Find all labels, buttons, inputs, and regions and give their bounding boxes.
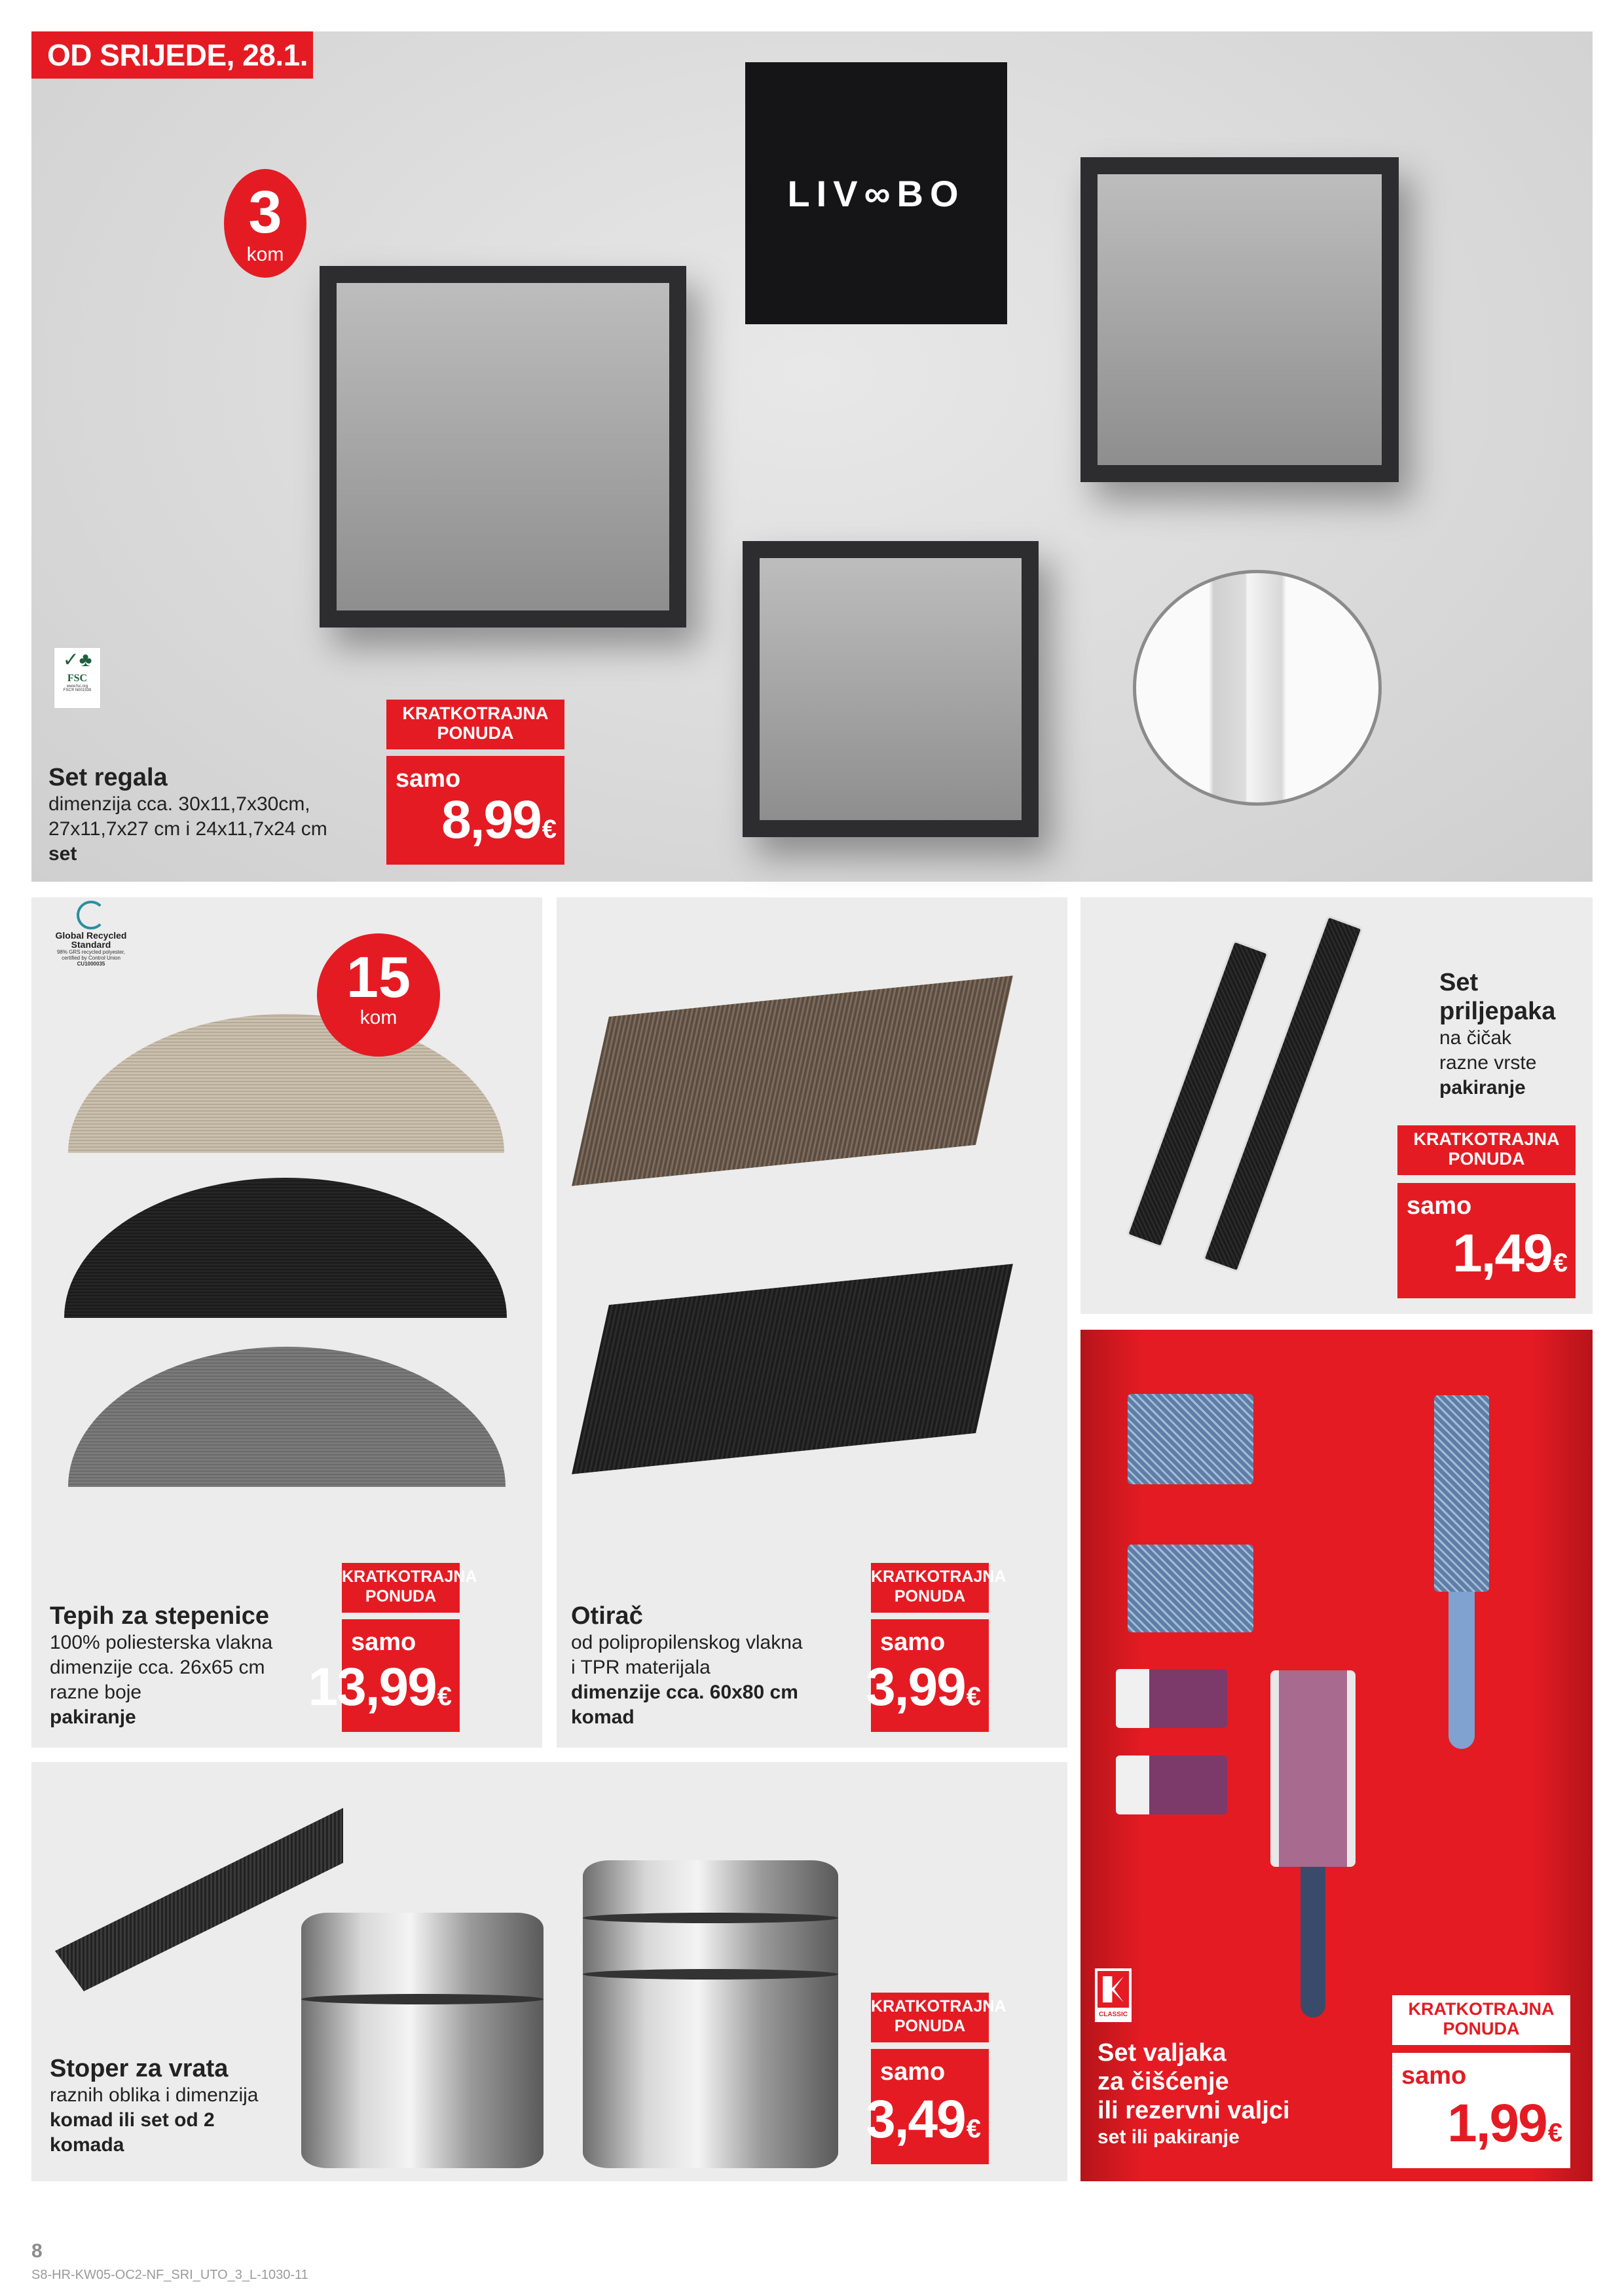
rubber-ring bbox=[583, 1913, 838, 1923]
livarno-logo: LIV∞BO bbox=[745, 62, 1007, 324]
product-info-otirac: Otirač od polipropilenskog vlakna i TPR materijala dimenzije cca. 60x80 cm komad bbox=[571, 1602, 872, 1730]
count-number: 3 bbox=[248, 179, 282, 246]
count-badge-15-kom bbox=[317, 933, 440, 1057]
count-unit: kom bbox=[360, 1007, 397, 1028]
door-wedge bbox=[55, 1808, 343, 1991]
product-title: Stoper za vrata bbox=[50, 2055, 229, 2082]
brush-handle bbox=[1301, 1867, 1325, 2018]
price-box: samo 3,49€ bbox=[871, 2049, 989, 2164]
kratkotrajna-ponuda-tag: KRATKOTRAJNA PONUDA bbox=[1392, 1995, 1570, 2045]
product-unit: pakiranje bbox=[1439, 1077, 1526, 1098]
price-value: 13,99€ bbox=[308, 1657, 451, 1717]
price-box: samo 3,99€ bbox=[871, 1619, 989, 1732]
price-box: samo 8,99€ bbox=[386, 756, 564, 865]
product-unit: pakiranje bbox=[50, 1706, 136, 1728]
price-box: samo 1,99€ bbox=[1392, 2053, 1570, 2168]
product-title: Set valjaka bbox=[1098, 2039, 1227, 2067]
product-info-priljepaka: Set priljepaka na čičak razne vrste pakiranje bbox=[1439, 968, 1583, 1100]
kratkotrajna-ponuda-tag: KRATKOTRAJNA PONUDA bbox=[342, 1563, 460, 1613]
product-title: Tepih za stepenice bbox=[50, 1602, 270, 1630]
count-unit: kom bbox=[246, 244, 284, 265]
product-desc-line: 27x11,7x27 cm i 24x11,7x24 cm bbox=[48, 818, 327, 840]
k-classic-logo: CLASSIC bbox=[1095, 1968, 1132, 2022]
doormat-black bbox=[572, 1264, 1013, 1474]
product-title: za čišćenje bbox=[1098, 2068, 1229, 2095]
product-info-tepih: Tepih za stepenice 100% poliesterska vlakna dimenzije cca. 26x65 cm razne boje pakiranje bbox=[50, 1602, 338, 1730]
product-unit: komad bbox=[571, 1706, 635, 1728]
doormat-brown bbox=[572, 975, 1013, 1186]
kratkotrajna-ponuda-tag: KRATKOTRAJNA PONUDA bbox=[871, 1993, 989, 2042]
product-unit: set ili pakiranje bbox=[1098, 2126, 1240, 2148]
door-stopper-tall bbox=[583, 1860, 838, 2168]
product-unit: set bbox=[48, 843, 77, 865]
product-info-set-regala bbox=[48, 763, 389, 867]
kratkotrajna-ponuda-tag: KRATKOTRAJNA PONUDA bbox=[871, 1563, 989, 1613]
refill-pack bbox=[1116, 1755, 1227, 1814]
fsc-certification-logo: ✓♣ FSC www.fsc.org FSC® N001539 bbox=[54, 647, 101, 709]
detail-zoom-circle bbox=[1133, 570, 1382, 806]
page-number: 8 bbox=[31, 2240, 43, 2262]
global-recycled-standard-logo: Global Recycled Standard 98% GRS recycled polyester, certified by Control Union CU1000035 bbox=[42, 901, 140, 966]
kratkotrajna-ponuda-tag: KRATKOTRAJNA PONUDA bbox=[386, 700, 564, 749]
price-box: samo 13,99€ bbox=[342, 1619, 460, 1732]
product-title: Otirač bbox=[571, 1602, 643, 1630]
page-code: S8-HR-KW05-OC2-NF_SRI_UTO_3_L-1030-11 bbox=[31, 2268, 308, 2282]
stair-mat-black bbox=[64, 1178, 507, 1318]
price-value: 8,99€ bbox=[441, 790, 555, 850]
recycle-globe-icon bbox=[77, 901, 105, 929]
count-badge-3-kom bbox=[224, 169, 306, 278]
product-title: priljepaka bbox=[1439, 998, 1556, 1025]
shelf-medium bbox=[1080, 157, 1399, 482]
price-value: 3,99€ bbox=[866, 1657, 980, 1717]
lint-roller-head bbox=[1434, 1395, 1489, 1592]
rubber-ring bbox=[301, 1994, 544, 2004]
kratkotrajna-ponuda-tag: KRATKOTRAJNA PONUDA bbox=[1397, 1125, 1576, 1175]
refill-pack bbox=[1116, 1669, 1227, 1728]
product-info-stoper: Stoper za vrata raznih oblika i dimenzija komad ili set od 2 komada bbox=[50, 2054, 351, 2158]
product-title: ili rezervni valjci bbox=[1098, 2097, 1290, 2124]
date-banner: OD SRIJEDE, 28.1. bbox=[31, 31, 313, 79]
product-title: Set regala bbox=[48, 764, 168, 791]
fsc-tree-icon: ✓♣ bbox=[62, 649, 92, 671]
price-value: 1,49€ bbox=[1452, 1224, 1566, 1283]
rubber-ring bbox=[583, 1969, 838, 1980]
stair-mat-gray bbox=[68, 1347, 506, 1487]
product-desc-line: dimenzija cca. 30x11,7x30cm, bbox=[48, 793, 310, 815]
shelf-small bbox=[743, 541, 1039, 837]
count-number: 15 bbox=[346, 945, 411, 1009]
lint-roller-handle bbox=[1449, 1592, 1475, 1749]
product-title: Set bbox=[1439, 969, 1479, 996]
stair-mat-beige bbox=[68, 1014, 504, 1153]
price-box: samo 1,49€ bbox=[1397, 1183, 1576, 1298]
refill-roller bbox=[1128, 1545, 1253, 1632]
refill-roller bbox=[1128, 1394, 1253, 1484]
price-value: 3,49€ bbox=[866, 2090, 980, 2149]
k-logo-icon bbox=[1103, 1976, 1124, 2002]
product-info-valjaka bbox=[1098, 2038, 1301, 2150]
price-value: 1,99€ bbox=[1447, 2093, 1561, 2153]
shelf-large bbox=[320, 266, 686, 628]
brush-roller bbox=[1270, 1670, 1356, 1867]
